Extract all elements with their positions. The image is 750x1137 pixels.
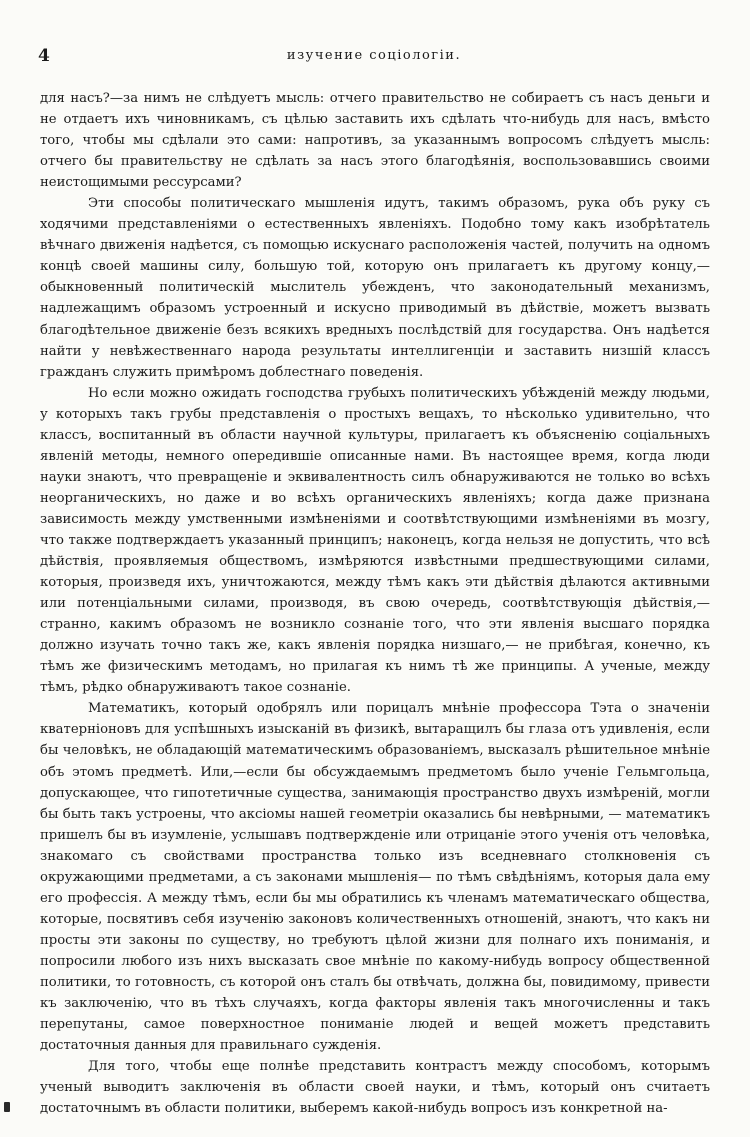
page-number: 4: [38, 46, 50, 66]
page-header: [38, 46, 710, 70]
margin-ink-mark: [4, 1102, 10, 1112]
paragraph-1: для насъ?—за нимъ не слѣдуетъ мысль: отчего правительство не собираетъ съ насъ деньги и не отдаетъ ихъ чиновникамъ, съ цѣлью заставить ихъ сдѣлать что-нибудь для насъ, вмѣсто того, чтобы мы сдѣлали это сами: напротивъ, за указаннымъ вопросомъ слѣдуетъ мысль: отчего бы правительству не сдѣлать за насъ этого благодѣянія, воспользовавшись своими неистощимыми рессурсами?: [40, 91, 710, 191]
paragraph-5: Для того, чтобы еще полнѣе представить контрастъ между способомъ, которымъ ученый выводитъ заключенія въ области своей науки, и тѣмъ, который онъ считаетъ достаточнымъ въ области политики, выберемъ какой-нибудь вопросъ изъ конкретной на-: [40, 1059, 710, 1117]
running-title: изучение соціологіи.: [286, 48, 462, 63]
paragraph-3: Но если можно ожидать господства грубыхъ политическихъ убѣжденій между людьми, у которыхъ такъ грубы представленія о простыхъ вещахъ, то нѣсколько удивительно, что классъ, воспитанный въ области научной культуры, прилагаетъ къ объясненію соціальныхъ явленій методы, немного опередившіе описанные нами. Въ настоящее время, когда люди науки знаютъ, что превращеніе и эквивалентность силъ обнаруживаются не только во всѣхъ неорганическихъ, но даже и во всѣхъ органическихъ явленіяхъ; когда даже признана зависимость между умственными измѣненіями и соотвѣтствующими измѣненіями въ мозгу, что также подтверждаетъ указанный принципъ; наконецъ, когда нельзя не допустить, что всѣ дѣйствія, проявляемыя обществомъ, измѣряются извѣстными предшествующими силами, которыя, произведя ихъ, уничтожаются, между тѣмъ какъ эти дѣйствія дѣлаются активными или потенціальными силами, производя, въ свою очередь, соотвѣтствующія дѣйствія,—странно, какимъ образомъ не возникло сознаніе того, что эти явленія высшаго порядка должно изучать точно такъ же, какъ явленія порядка низшаго,— не прибѣгая, конечно, къ тѣмъ же физическимъ методамъ, но прилагая къ нимъ тѣ же принципы. А ученые, между тѣмъ, рѣдко обнаруживаютъ такое сознаніе.: [40, 385, 710, 696]
paragraph-4: Математикъ, который одобрялъ или порицалъ мнѣніе профессора Тэта о значеніи кватерніоновъ для успѣшныхъ изысканій въ физикѣ, вытаращилъ бы глаза отъ удивленія, если бы человѣкъ, не обладающій математическимъ образованіемъ, высказалъ рѣшительное мнѣніе объ этомъ предметѣ. Или,—если бы обсуждаемымъ предметомъ было ученіе Гельмгольца, допускающее, что гипотетичные существа, занимающія пространство двухъ измѣреній, могли бы быть такъ устроены, что аксіомы нашей геометріи оказались бы невѣрными, — математикъ пришелъ бы въ изумленіе, услышавъ подтвержденіе или отрицаніе этого ученія отъ человѣка, знакомаго съ свойствами пространства только изъ вседневнаго столкновенія съ окружающими предметами, а съ законами мышленія— по тѣмъ свѣдѣніямъ, которыя дала ему его профессія. А между тѣмъ, если бы мы обратились къ членамъ математическаго общества, которые, посвятивъ себя изученію законовъ количественныхъ отношеній, знаютъ, что какъ ни просты эти законы по существу, но требуютъ цѣлой жизни для полнаго ихъ пониманія, и попросили любого изъ нихъ высказать свое мнѣніе по какому-нибудь вопросу общественной политики, то готовность, съ которой онъ сталъ бы отвѣчать, должна бы, повидимому, привести къ заключенію, что въ тѣхъ случаяхъ, когда факторы явленія такъ многочисленны и такъ перепутаны, самое поверхностное пониманіе людей и вещей можетъ представить достаточныя данныя для правильнаго сужденія.: [40, 701, 710, 1054]
paragraph-2: Эти способы политическаго мышленія идутъ, такимъ образомъ, рука объ руку съ ходячими представленіями о естественныхъ явленіяхъ. Подобно тому какъ изобрѣтатель вѣчнаго движенія надѣется, съ помощью искуснаго расположенія частей, получить на одномъ концѣ своей машины силу, большую той, которую онъ прилагаетъ къ другому концу,—обыкновенный политическій мыслитель убежденъ, что законодательный механизмъ, надлежащимъ образомъ устроенный и искусно приводимый въ дѣйствіе, можетъ вызвать благодѣтельное движеніе безъ всякихъ вредныхъ послѣдствій для государства. Онъ надѣется найти у невѣжественнаго народа результаты интеллигенціи и заставить низшій классъ гражданъ служить примѣромъ доблестнаго поведенія.: [40, 196, 710, 380]
body-text: [40, 88, 710, 1119]
